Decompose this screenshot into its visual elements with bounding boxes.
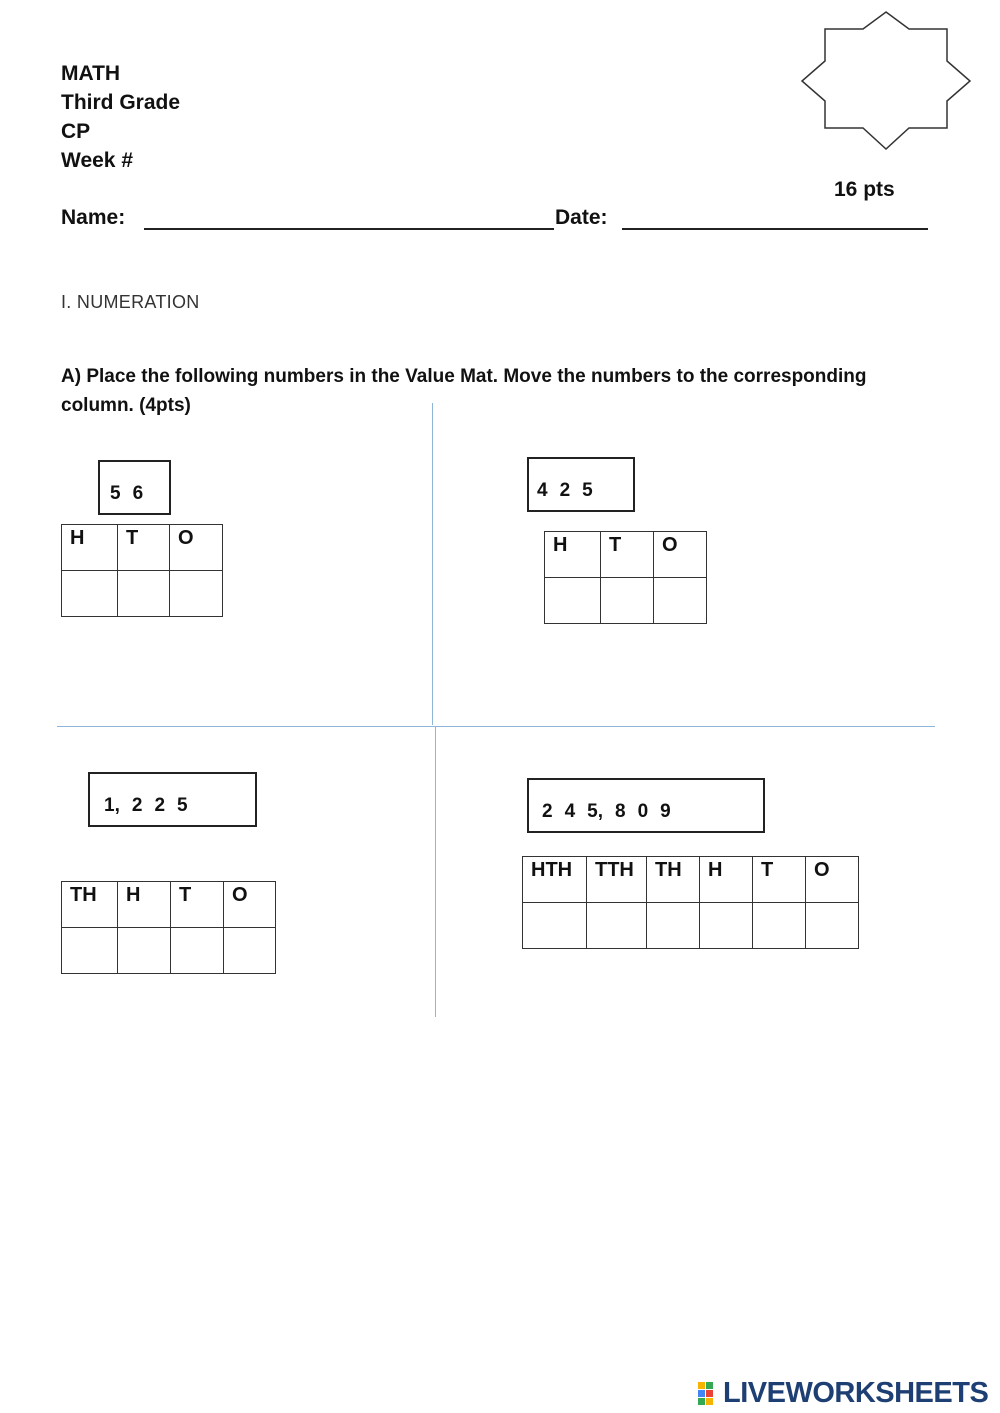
drop-cell[interactable] [601, 578, 654, 624]
value-mat-2 [544, 531, 707, 624]
drop-cell[interactable] [700, 903, 753, 949]
digit[interactable]: 5 [582, 480, 593, 501]
column-header: T [601, 532, 654, 578]
horizontal-divider [57, 726, 935, 727]
digit[interactable]: 2 [542, 801, 553, 822]
drop-cell[interactable] [753, 903, 806, 949]
digit[interactable]: 9 [660, 801, 671, 822]
digit[interactable]: 8 [615, 801, 626, 822]
drop-cell[interactable] [118, 571, 170, 617]
liveworksheets-logo-icon [698, 1380, 720, 1406]
column-header: T [753, 857, 806, 903]
drop-cell[interactable] [62, 571, 118, 617]
section-code-label: CP [61, 120, 91, 143]
digit[interactable]: 5 [177, 795, 188, 816]
column-header: O [654, 532, 707, 578]
value-mat-3 [61, 881, 276, 974]
digit[interactable]: 2 [559, 480, 571, 501]
column-header: O [170, 525, 223, 571]
liveworksheets-logo-text: LIVEWORKSHEETS [723, 1376, 989, 1409]
vertical-divider-bottom [435, 727, 436, 1017]
drop-cell[interactable] [806, 903, 859, 949]
digit[interactable]: 2 [131, 795, 143, 816]
drop-cell[interactable] [170, 571, 223, 617]
drop-cell[interactable] [224, 928, 276, 974]
drop-cell[interactable] [62, 928, 118, 974]
column-header: HTH [523, 857, 587, 903]
digit[interactable]: 5 [110, 483, 121, 504]
column-header: O [224, 882, 276, 928]
vertical-divider-top [432, 403, 433, 725]
column-header: TTH [587, 857, 647, 903]
value-mat-1 [61, 524, 223, 617]
drop-cell[interactable] [118, 928, 171, 974]
week-label: Week # [61, 149, 133, 172]
drop-cell[interactable] [654, 578, 707, 624]
number-card-2[interactable] [527, 457, 635, 512]
digit[interactable]: 0 [637, 801, 649, 822]
digit[interactable]: 4 [564, 801, 576, 822]
digit[interactable]: 5, [587, 801, 604, 822]
value-mat-4 [522, 856, 859, 949]
drop-cell[interactable] [587, 903, 647, 949]
points-label: 16 pts [834, 178, 895, 201]
digit[interactable]: 2 [154, 795, 166, 816]
score-star-shape [800, 10, 972, 152]
section-title: I. NUMERATION [61, 292, 200, 312]
name-field[interactable] [144, 228, 554, 230]
date-field[interactable] [622, 228, 928, 230]
digit[interactable]: 1, [104, 795, 120, 816]
digit[interactable]: 4 [537, 480, 548, 501]
column-header: O [806, 857, 859, 903]
column-header: H [62, 525, 118, 571]
name-label: Name: [61, 206, 126, 229]
number-card-1[interactable] [98, 460, 171, 515]
instruction-text: A) Place the following numbers in the Value Mat. Move the numbers to the corresponding column. (4pts) [61, 366, 867, 416]
number-card-3[interactable] [88, 772, 257, 827]
column-header: TH [62, 882, 118, 928]
column-header: H [545, 532, 601, 578]
date-label: Date: [555, 206, 608, 229]
column-header: H [700, 857, 753, 903]
digit[interactable]: 6 [132, 483, 144, 504]
number-card-4[interactable] [527, 778, 765, 833]
drop-cell[interactable] [523, 903, 587, 949]
grade-label: Third Grade [61, 91, 181, 114]
subject-label: MATH [61, 62, 121, 85]
column-header: T [118, 525, 170, 571]
drop-cell[interactable] [545, 578, 601, 624]
column-header: H [118, 882, 171, 928]
column-header: T [171, 882, 224, 928]
drop-cell[interactable] [647, 903, 700, 949]
drop-cell[interactable] [171, 928, 224, 974]
liveworksheets-logo [698, 1377, 988, 1409]
column-header: TH [647, 857, 700, 903]
